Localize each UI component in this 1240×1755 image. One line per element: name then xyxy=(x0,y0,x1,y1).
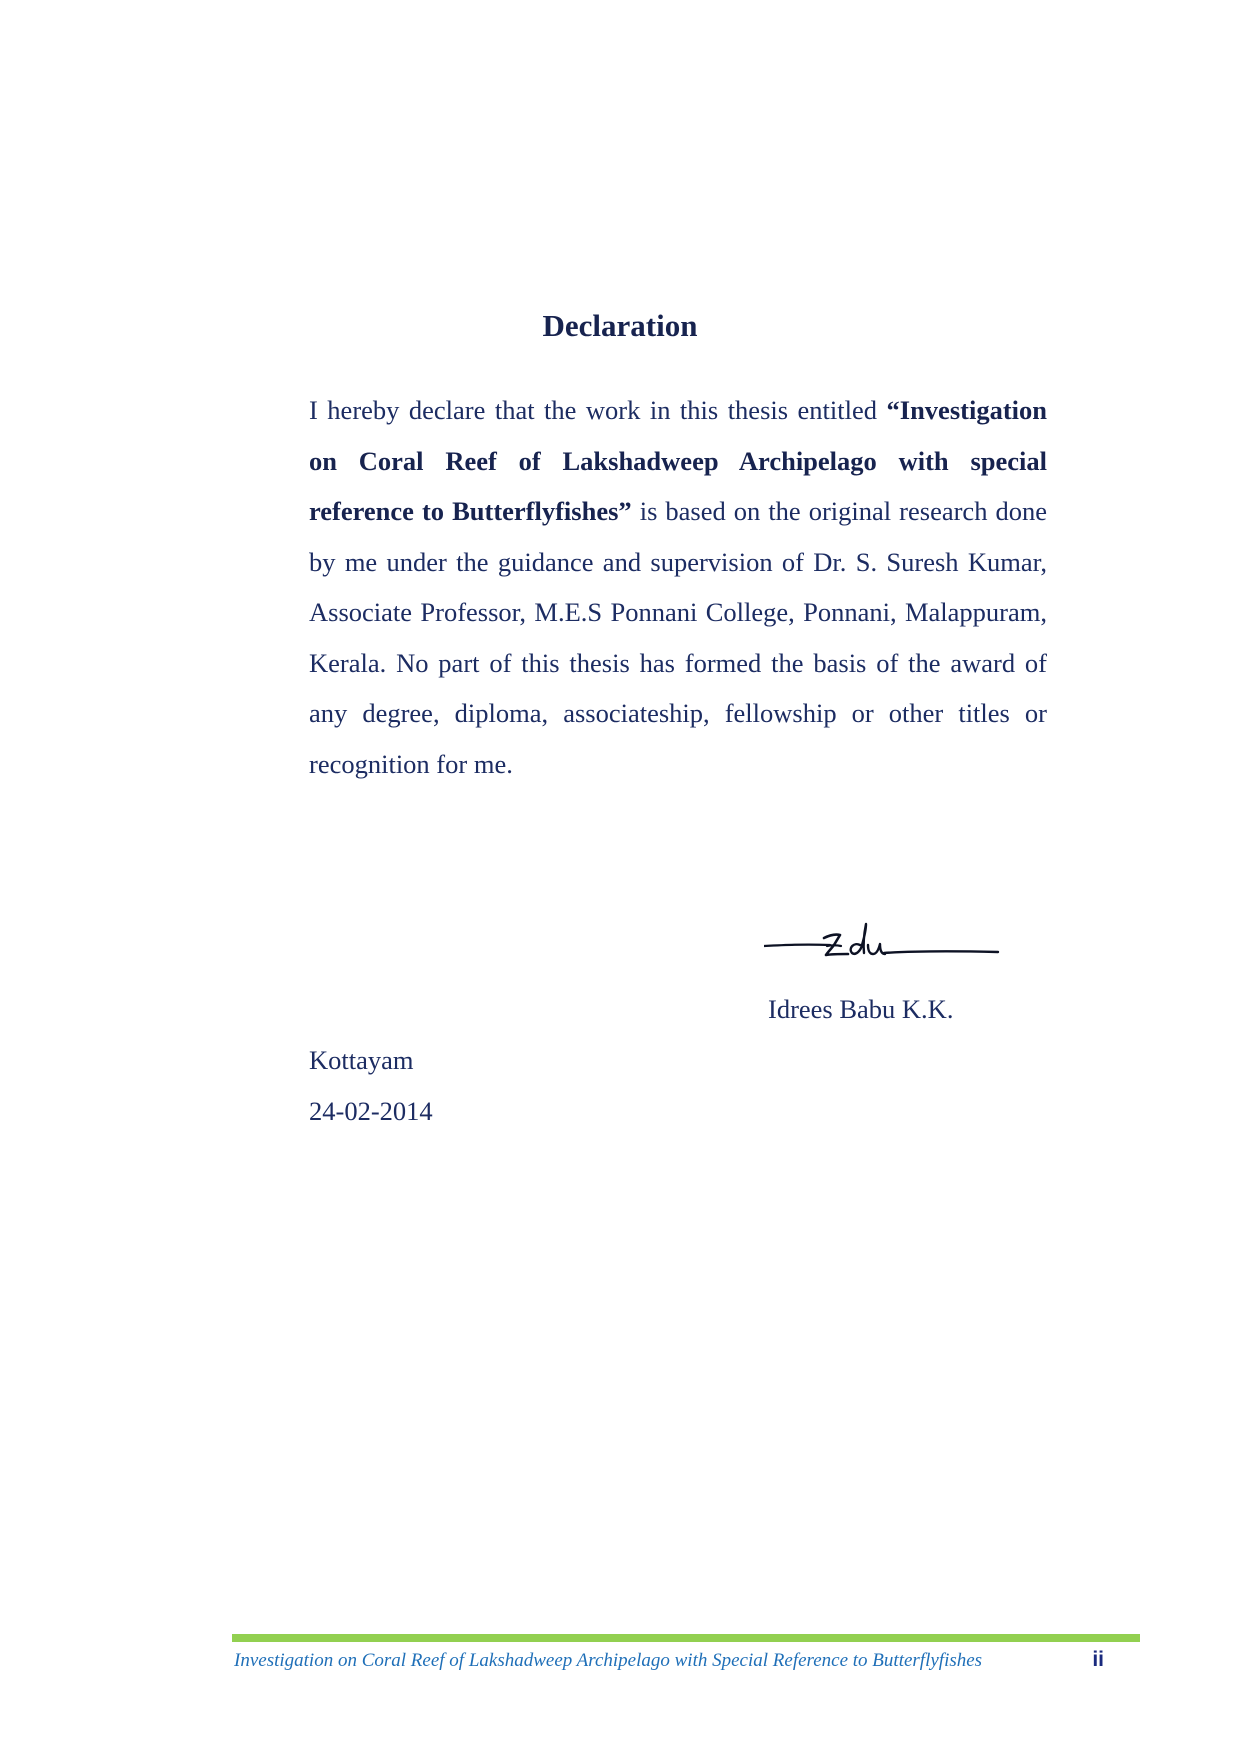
footer-divider xyxy=(232,1634,1140,1642)
page-number: ii xyxy=(1092,1648,1104,1671)
footer xyxy=(232,1648,1140,1678)
date: 24-02-2014 xyxy=(309,1096,433,1126)
place: Kottayam xyxy=(309,1045,414,1075)
thesis-title: “Investigation on Coral Reef of Lakshadweep Archipelago with special reference to Butterflyfishes” xyxy=(309,395,1047,526)
declaration-intro: I hereby declare that the work in this thesis entitled xyxy=(309,395,887,425)
declaration-body: is based on the original research done by me under the guidance and supervision of Dr. S. Suresh Kumar, Associate Professor, M.E.S Ponnani College, Ponnani, Malappuram, Kerala. No part of this thesis has formed the basis of the award of any degree, diploma, associateship, fellowship or other titles or recognition for me. xyxy=(309,496,1047,779)
declaration-paragraph xyxy=(309,385,1047,789)
signer-name: Idrees Babu K.K. xyxy=(768,994,954,1024)
page-title: Declaration xyxy=(542,308,698,343)
footer-running-title: Investigation on Coral Reef of Lakshadweep Archipelago with Special Reference to Butterflyfishes xyxy=(234,1650,983,1671)
handwritten-signature xyxy=(764,918,1000,976)
